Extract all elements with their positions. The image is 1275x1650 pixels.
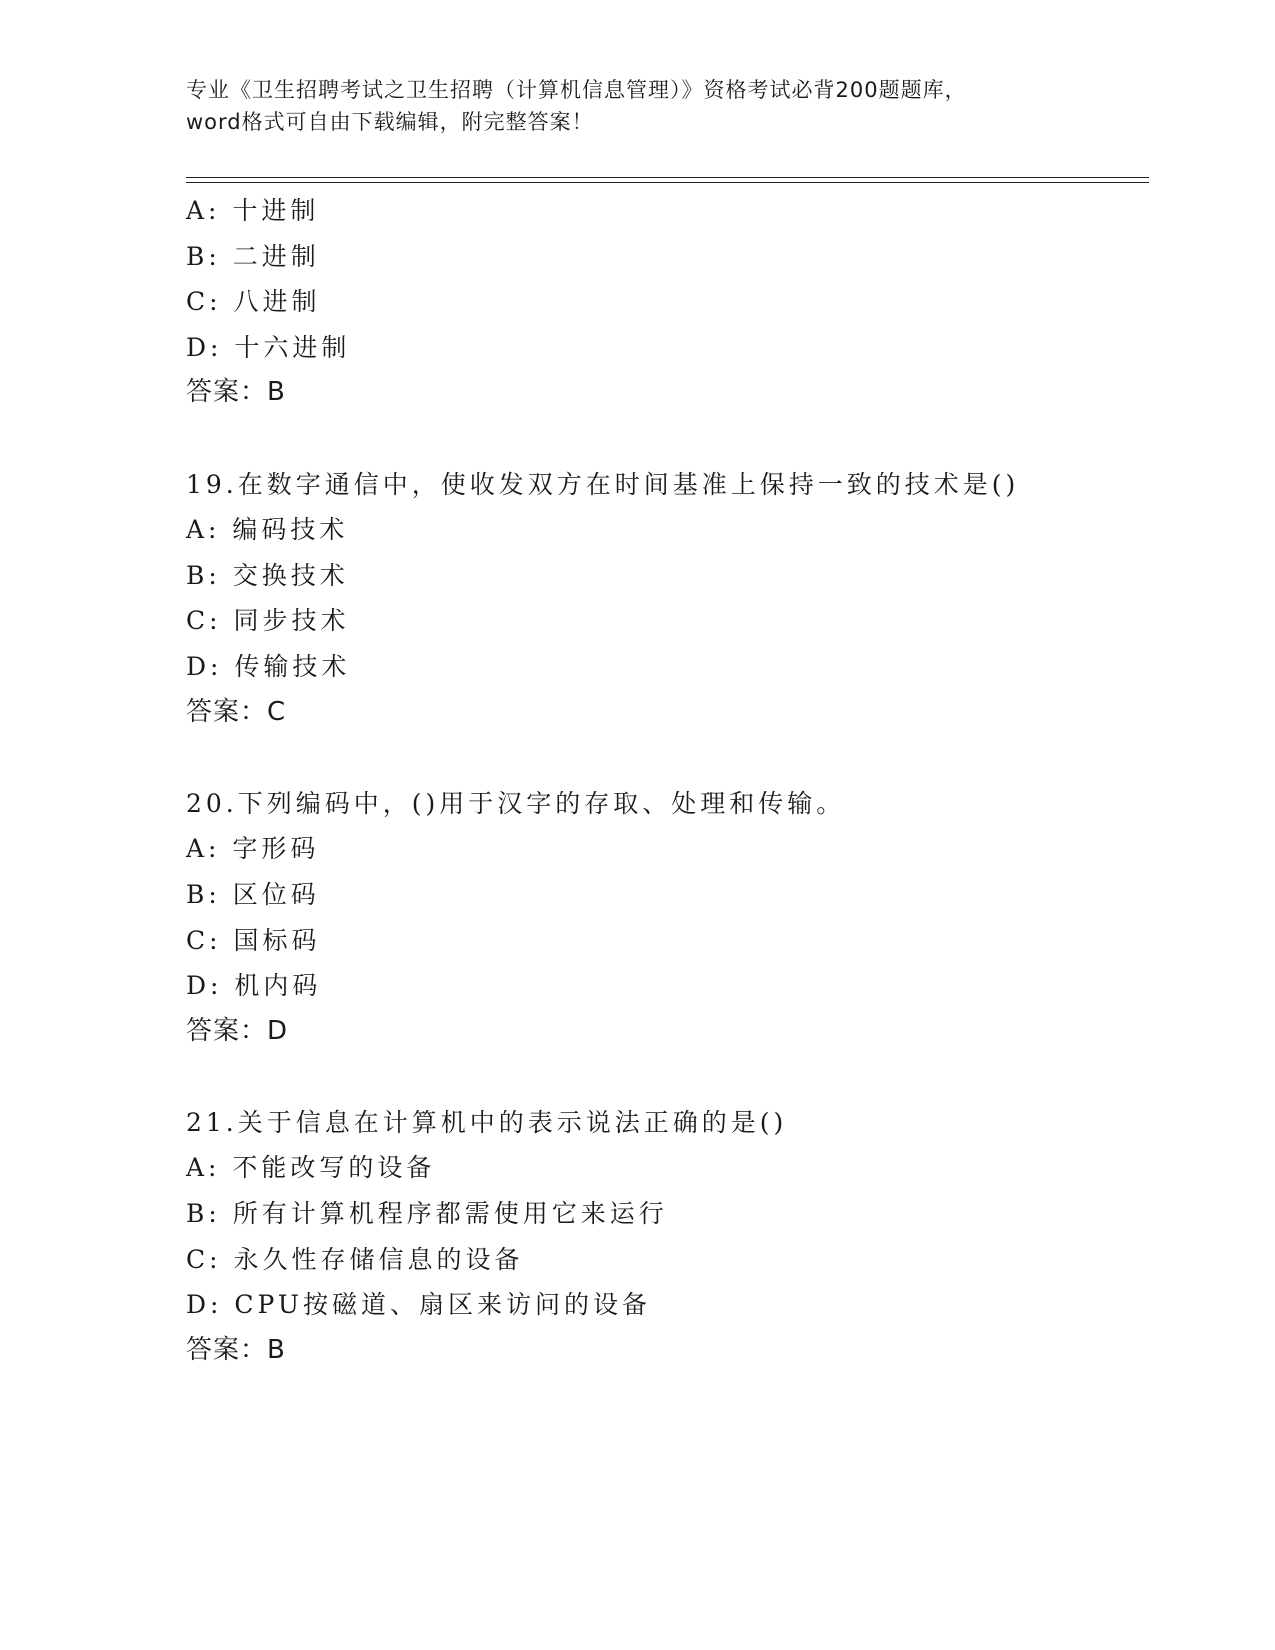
option-c: C: 永久性存储信息的设备 <box>186 1244 524 1274</box>
spacer <box>186 416 1146 462</box>
question-list <box>186 188 1146 1373</box>
option-b: B: 区位码 <box>186 879 320 909</box>
answer: 答案：B <box>186 377 286 408</box>
option-b: B: 所有计算机程序都需使用它来运行 <box>186 1199 668 1229</box>
question-text: 20.下列编码中，()用于汉字的存取、处理和传输。 <box>186 788 846 818</box>
answer: 答案：D <box>186 1015 289 1046</box>
question-text: 21.关于信息在计算机中的表示说法正确的是() <box>186 1107 788 1137</box>
document-header <box>186 74 1086 138</box>
header-divider-bottom <box>186 182 1149 183</box>
question-block-19 <box>186 462 1146 736</box>
spacer <box>186 1054 1146 1100</box>
option-a: A: 不能改写的设备 <box>186 1153 436 1183</box>
question-block-21 <box>186 1100 1146 1374</box>
option-a: A: 编码技术 <box>186 515 349 545</box>
option-c: C: 八进制 <box>186 287 321 317</box>
spacer <box>186 735 1146 781</box>
option-b: B: 交换技术 <box>186 560 349 590</box>
option-a: A: 字形码 <box>186 834 320 864</box>
option-c: C: 同步技术 <box>186 606 350 636</box>
option-d: D: 十六进制 <box>186 332 351 362</box>
question-text: 19.在数字通信中，使收发双方在时间基准上保持一致的技术是() <box>186 469 1020 499</box>
header-divider-top <box>186 177 1149 178</box>
option-a: A: 十进制 <box>186 196 320 225</box>
answer: 答案：C <box>186 696 287 727</box>
option-b: B: 二进制 <box>186 241 320 271</box>
header-line-1: 专业《卫生招聘考试之卫生招聘（计算机信息管理）》资格考试必背200题题库， <box>186 78 967 102</box>
option-d: D: 机内码 <box>186 971 322 1001</box>
question-block-18 <box>186 188 1146 416</box>
option-d: D: CPU按磁道、扇区来访问的设备 <box>186 1290 651 1320</box>
option-d: D: 传输技术 <box>186 651 351 681</box>
question-block-20 <box>186 781 1146 1055</box>
answer: 答案：B <box>186 1334 286 1365</box>
header-line-2: word格式可自由下载编辑，附完整答案！ <box>186 110 594 134</box>
option-c: C: 国标码 <box>186 925 321 955</box>
